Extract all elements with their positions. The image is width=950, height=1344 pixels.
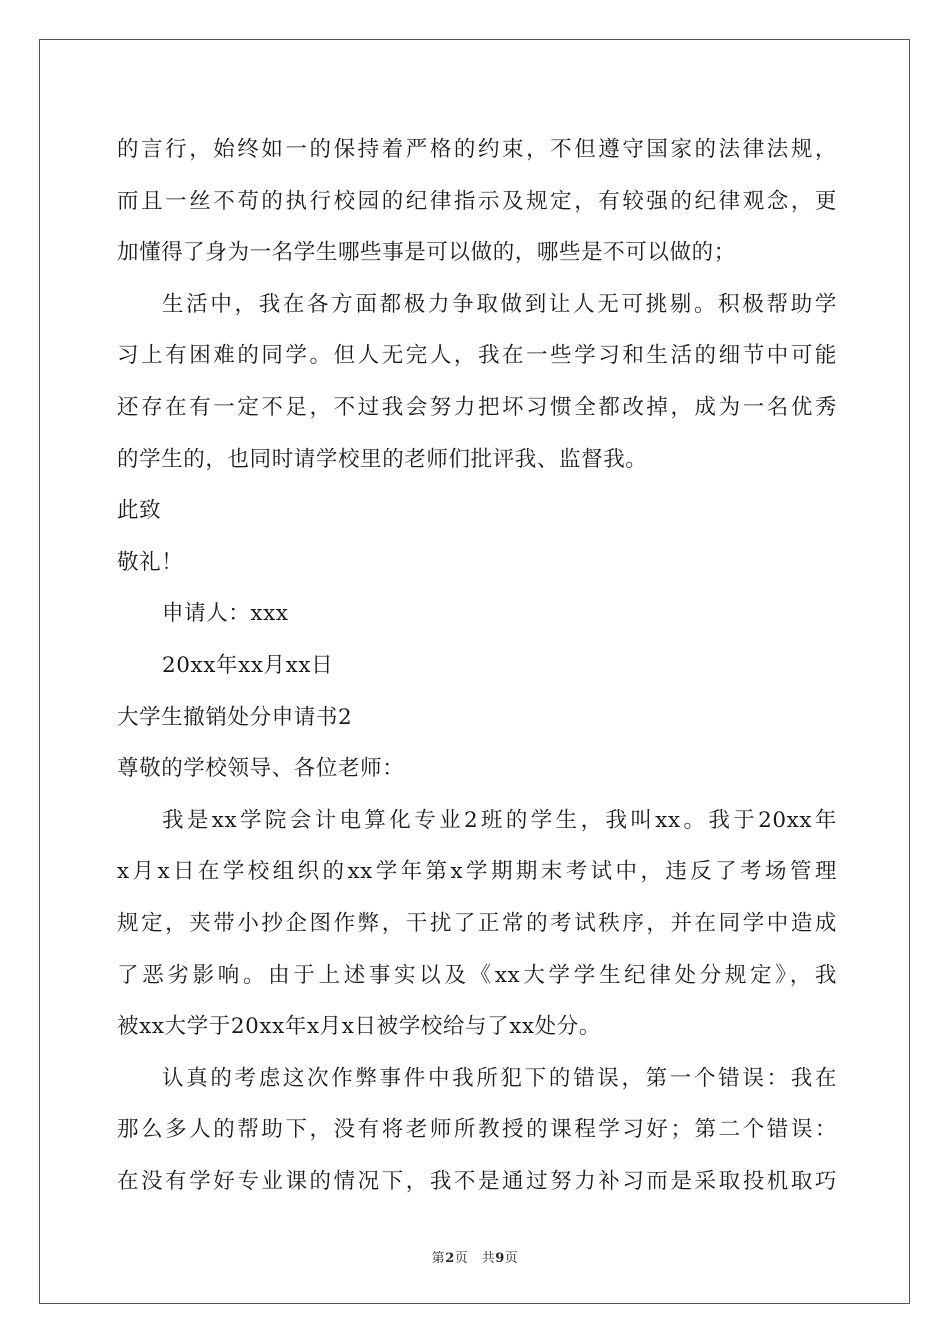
paragraph-line: 的学生的，也同时请学校里的老师们批评我、监督我。 [117,446,648,472]
applicant-signature: 申请人：xxx [162,601,289,627]
paragraph-line: 习上有困难的同学。但人无完人，我在一些学习和生活的细节中可能 [117,343,837,369]
paragraph-line: 的言行，始终如一的保持着严格的约束，不但遵守国家的法律法规， [117,137,837,162]
greeting: 尊敬的学校领导、各位老师： [117,756,405,782]
paragraph-line: 规定，夹带小抄企图作弊，干扰了正常的考试秩序，并在同学中造成 [117,910,837,936]
paragraph-line: x月x日在学校组织的xx学年第x学期期末考试中，违反了考场管理 [117,859,837,885]
paragraph-line: 生活中，我在各方面都极力争取做到让人无可挑剔。积极帮助学 [162,291,837,317]
paragraph-line: 认真的考虑这次作弊事件中我所犯下的错误，第一个错误：我在 [162,1065,837,1091]
closing-regards: 敬礼！ [117,549,184,575]
paragraph-line: 在没有学好专业课的情况下，我不是通过努力补习而是采取投机取巧 [117,1168,837,1194]
paragraph-line: 而且一丝不苟的执行校园的纪律指示及规定，有较强的纪律观念，更 [117,188,837,214]
closing-salutation: 此致 [117,498,162,524]
footer-middle: 页 共 [454,1251,496,1266]
paragraph-line: 还存在有一定不足，不过我会努力把坏习惯全都改掉，成为一名优秀 [117,394,837,420]
paragraph-line: 加懂得了身为一名学生哪些事是可以做的，哪些是不可以做的； [117,240,736,266]
footer-suffix: 页 [504,1251,519,1266]
paragraph-line: 了恶劣影响。由于上述事实以及《xx大学学生纪律处分规定》，我 [117,962,837,988]
paragraph-line: 那么多人的帮助下，没有将老师所教授的课程学习好；第二个错误： [117,1117,837,1143]
footer-prefix: 第 [431,1251,446,1266]
paragraph-line: 我是xx学院会计电算化专业2班的学生，我叫xx。我于20xx年 [162,807,837,833]
document-body [117,124,837,1207]
current-page-number: 2 [445,1251,455,1266]
total-page-count: 9 [495,1251,505,1266]
signature-date: 20xx年xx月xx日 [162,652,334,678]
section-title: 大学生撤销处分申请书2 [117,704,353,730]
page-footer [0,1247,950,1266]
paragraph-line: 被xx大学于20xx年x月x日被学校给与了xx处分。 [117,1014,601,1040]
